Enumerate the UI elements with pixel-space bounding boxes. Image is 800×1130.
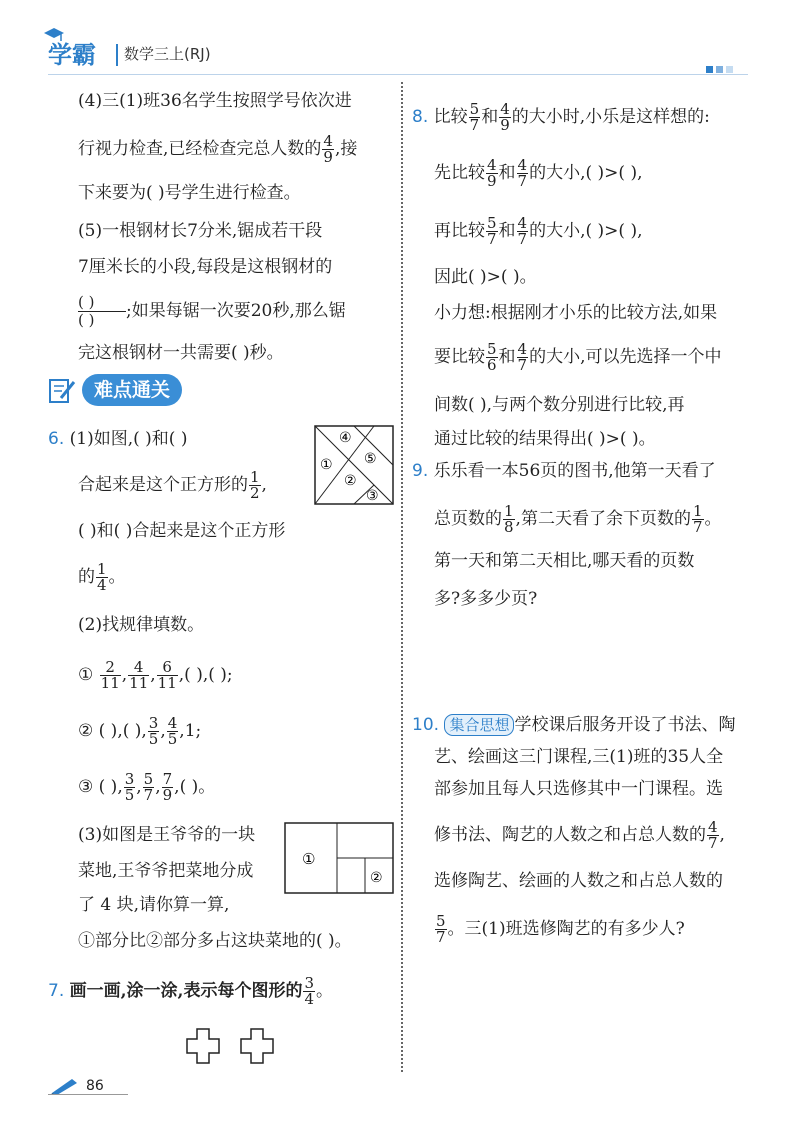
notebook-pencil-icon	[48, 376, 76, 404]
question-number: 7.	[48, 981, 65, 1001]
q8-text: 和	[498, 221, 516, 241]
numerator: 4	[323, 132, 333, 150]
q6-part-3-line-2: 菜地,王爷爷把菜地分成	[78, 861, 254, 881]
logo	[48, 38, 116, 72]
fraction	[517, 158, 529, 189]
numerator: 3	[148, 714, 159, 732]
fraction	[707, 820, 719, 851]
q5-text: ,接	[334, 139, 358, 159]
q5-line-1: (4)三(1)班36名学生按照学号依次进	[78, 91, 352, 111]
fraction	[486, 216, 498, 247]
sequence-1: ① $\frac{2}{11}$ , $\frac{4}{11}$ , $\frac{6}{11}$ ,( ),( );	[78, 658, 233, 692]
numerator: 4	[487, 156, 497, 174]
page-header	[0, 0, 800, 80]
denominator: 9	[323, 148, 333, 166]
q8-line-2	[434, 158, 642, 189]
numerator: 4	[517, 340, 528, 358]
q9-line-3: 第一天和第二天相比,哪天看的页数	[434, 551, 695, 571]
numerator: 1	[250, 468, 260, 486]
numerator: 4	[500, 100, 510, 118]
question-number: 10.	[412, 715, 440, 735]
sequence-blanks[interactable]: ,( ),( );	[178, 665, 233, 685]
q8-text: 的大小,可以先选择一个中	[529, 347, 722, 367]
blank-fraction[interactable]	[78, 294, 126, 329]
numerator-blank[interactable]: ( )	[78, 294, 126, 312]
denominator: 4	[97, 576, 107, 594]
q6-line-4	[78, 562, 126, 593]
denominator: 7	[517, 356, 528, 374]
q8-text: 比较	[433, 107, 468, 127]
q5-line-6	[78, 294, 346, 329]
denominator: 7	[487, 230, 497, 248]
numerator: 1	[692, 502, 703, 520]
fraction	[517, 216, 529, 247]
fraction	[469, 102, 481, 133]
pencil-icon	[50, 1077, 80, 1095]
fraction	[100, 660, 121, 691]
q5-line-7: 完这根钢材一共需要( )秒。	[78, 343, 284, 363]
page-number: 86	[86, 1078, 104, 1094]
numerator: 5	[487, 214, 497, 232]
q5-text: 行视力检查,已经检查完总人数的	[78, 139, 322, 159]
q8-line-3	[434, 216, 642, 247]
q6-text: 合起来是这个正方形的	[78, 475, 248, 495]
denominator: 11	[129, 674, 149, 692]
footer-rule	[48, 1094, 128, 1095]
section-title: 难点通关	[82, 374, 182, 406]
q10-text: 学校课后服务开设了书法、陶	[514, 715, 736, 735]
q10-text: 修书法、陶艺的人数之和占总人数的	[434, 825, 706, 845]
book-title: 数学三上(RJ)	[124, 45, 211, 63]
sequence-marker: ①	[78, 665, 94, 685]
numerator: 4	[167, 714, 178, 732]
q8-text: 和	[481, 107, 499, 127]
q6-part-3-line-1: (3)如图是王爷爷的一块	[78, 825, 256, 845]
q10-text: 。三(1)班选修陶艺的有多少人?	[447, 919, 685, 939]
q8-text: 要比较	[434, 347, 485, 367]
logo-separator	[116, 44, 118, 66]
q7-text: 。	[316, 981, 334, 1001]
sequence-2: ② ( ),( ), $\frac{3}{5}$ , $\frac{4}{5}$ ,1;	[78, 714, 202, 748]
q8-blanks[interactable]: 的大小,( )>( ),	[529, 221, 643, 241]
sequence-blanks[interactable]: ② ( ),( ),	[78, 721, 147, 741]
q7-text: 画一画,涂一涂,表示每个图形的	[69, 981, 303, 1001]
fraction	[124, 772, 136, 803]
q8-text: 和	[498, 163, 516, 183]
numerator: 2	[100, 660, 121, 676]
denominator: 9	[162, 786, 173, 804]
fraction	[303, 976, 315, 1007]
numerator: 3	[304, 974, 315, 992]
region-label: ④	[339, 430, 352, 446]
q6-part-2-title: (2)找规律填数。	[78, 615, 205, 635]
field-label: ②	[370, 870, 383, 886]
field-label: ①	[302, 850, 316, 868]
fraction	[486, 342, 498, 373]
denominator: 8	[504, 518, 514, 536]
sequence-text: ,1;	[179, 721, 202, 741]
denominator-blank[interactable]: ( )	[78, 311, 95, 329]
region-label: ②	[344, 473, 357, 489]
numerator: 5	[436, 912, 446, 930]
question-number: 6.	[48, 429, 65, 449]
sequence-blanks[interactable]: ③ ( ),	[78, 777, 123, 797]
q6-line-1	[48, 426, 187, 452]
cross-shapes[interactable]	[186, 1028, 286, 1064]
denominator: 5	[124, 786, 135, 804]
region-label: ③	[366, 488, 379, 504]
fraction	[143, 772, 155, 803]
q8-line-1	[412, 102, 710, 133]
q6-line-2	[78, 470, 267, 501]
numerator: 4	[517, 156, 528, 174]
fraction	[499, 102, 511, 133]
numerator: 5	[469, 100, 480, 118]
q6-text: 的	[78, 567, 95, 587]
q9-line-2	[434, 504, 722, 535]
q10-text: ,	[719, 825, 725, 845]
denominator: 6	[487, 356, 497, 374]
q5-line-5: 7厘米长的小段,每段是这根钢材的	[78, 257, 333, 277]
q10-line-4	[434, 820, 725, 851]
denominator: 11	[100, 674, 120, 692]
fraction	[96, 562, 108, 593]
q5-line-3: 下来要为( )号学生进行检查。	[78, 183, 301, 203]
numerator: 1	[504, 502, 514, 520]
sequence-3: ③ ( ), $\frac{3}{5}$ , $\frac{5}{7}$ , $\frac{7}{9}$ ,( )。	[78, 770, 216, 804]
fraction	[486, 158, 498, 189]
vegetable-field-diagram	[284, 822, 394, 894]
q8-line-7[interactable]: 间数( ),与两个数分别进行比较,再	[434, 395, 685, 415]
fraction	[503, 504, 515, 535]
q8-line-8[interactable]: 通过比较的结果得出( )>( )。	[434, 429, 656, 449]
q6-text: 。	[108, 567, 126, 587]
question-number: 9.	[412, 461, 429, 481]
fraction	[157, 660, 178, 691]
denominator: 7	[436, 928, 446, 946]
numerator: 6	[157, 660, 178, 676]
column-divider	[401, 82, 403, 1072]
fraction	[128, 660, 149, 691]
denominator: 7	[143, 786, 154, 804]
denominator: 7	[517, 172, 528, 190]
fraction	[517, 342, 529, 373]
q6-part-3-line-3: 了 4 块,请你算一算,	[78, 895, 230, 915]
q8-text: 和	[498, 347, 516, 367]
denominator: 4	[304, 990, 315, 1008]
header-rule	[48, 74, 748, 75]
fraction	[167, 716, 179, 747]
q10-line-6	[434, 914, 685, 945]
q8-text: 先比较	[434, 163, 485, 183]
cross-shape[interactable]	[241, 1029, 273, 1063]
fraction	[249, 470, 261, 501]
denominator: 9	[487, 172, 497, 190]
denominator: 7	[469, 116, 480, 134]
q5-line-4: (5)一根钢材长7分米,锯成若干段	[78, 221, 323, 241]
q8-line-6	[434, 342, 722, 373]
q10-line-1	[412, 712, 735, 738]
denominator: 5	[148, 730, 159, 748]
q9-line-1	[412, 458, 716, 484]
sequence-blanks[interactable]: ,( )。	[174, 777, 216, 797]
q8-blanks[interactable]: 的大小,( )>( ),	[529, 163, 643, 183]
q10-line-3: 部参加且每人只选修其中一门课程。选	[434, 779, 723, 799]
header-decoration	[706, 58, 736, 78]
fraction	[322, 134, 334, 165]
region-label: ⑤	[364, 451, 377, 467]
fraction	[692, 504, 704, 535]
q10-line-5: 选修陶艺、绘画的人数之和占总人数的	[434, 871, 723, 891]
q6-text: ,	[261, 475, 267, 495]
numerator: 4	[708, 818, 718, 836]
q9-text: 总页数的	[434, 509, 502, 529]
fraction	[435, 914, 447, 945]
q6-text: (1)如图,( )和( )	[69, 429, 188, 449]
denominator: 5	[167, 730, 178, 748]
cross-shape[interactable]	[187, 1029, 219, 1063]
q6-part-3-line-4: ①部分比②部分多占这块菜地的( )。	[78, 931, 352, 951]
question-number: 8.	[412, 107, 429, 127]
logo-text: 学霸	[48, 41, 96, 69]
numerator: 1	[97, 560, 107, 578]
q5-line-2	[78, 134, 357, 165]
region-label: ①	[320, 457, 333, 473]
fraction	[148, 716, 160, 747]
denominator: 11	[157, 674, 177, 692]
numerator: 5	[143, 770, 154, 788]
numerator: 7	[162, 770, 173, 788]
q7-line	[48, 976, 333, 1007]
numerator: 4	[517, 214, 528, 232]
denominator: 2	[250, 484, 260, 502]
numerator: 5	[487, 340, 497, 358]
q6-line-3: ( )和( )合起来是这个正方形	[78, 521, 286, 541]
q9-text: 。	[704, 509, 722, 529]
q8-line-4[interactable]: 因此( )>( )。	[434, 267, 537, 287]
q9-text: ,第二天看了余下页数的	[515, 509, 691, 529]
denominator: 7	[517, 230, 528, 248]
q10-line-2: 艺、绘画这三门课程,三(1)班的35人全	[434, 747, 724, 767]
q9-text: 乐乐看一本56页的图书,他第一天看了	[433, 461, 716, 481]
q8-text: 再比较	[434, 221, 485, 241]
numerator: 4	[128, 660, 149, 676]
graduation-cap-icon	[44, 28, 64, 42]
q5-text: ;如果每锯一次要20秒,那么锯	[126, 301, 346, 321]
q8-line-5: 小力想:根据刚才小乐的比较方法,如果	[434, 303, 718, 323]
denominator: 9	[500, 116, 510, 134]
denominator: 7	[692, 518, 703, 536]
concept-tag: 集合思想	[444, 714, 514, 736]
denominator: 7	[708, 834, 718, 852]
numerator: 3	[124, 770, 135, 788]
q8-text: 的大小时,小乐是这样想的:	[511, 107, 710, 127]
fraction	[162, 772, 174, 803]
q9-line-4: 多?多多少页?	[434, 589, 538, 609]
square-diagram	[314, 425, 394, 505]
